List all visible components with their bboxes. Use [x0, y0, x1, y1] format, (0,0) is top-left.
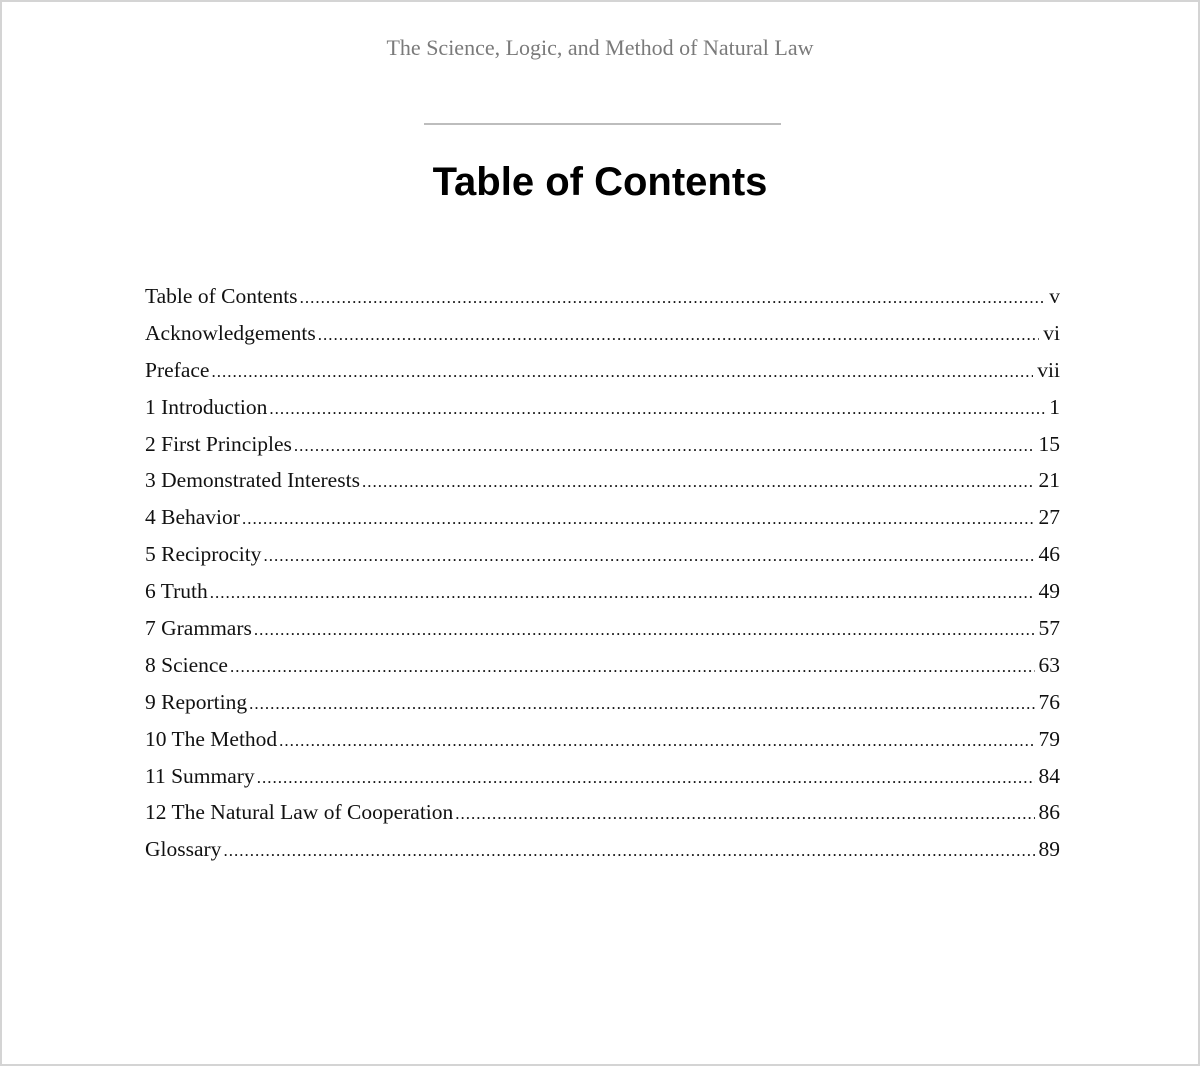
- toc-entry-grammars[interactable]: [145, 616, 1060, 653]
- toc-entry-science[interactable]: [145, 653, 1060, 690]
- toc-entry-natural-law-of-cooperation[interactable]: [145, 800, 1060, 837]
- toc-entry-label: Acknowledgements: [145, 320, 316, 345]
- toc-entry-page: 76: [1038, 689, 1060, 714]
- dot-leader: [242, 509, 1035, 529]
- dot-leader: [257, 768, 1035, 788]
- toc-entry-label: 3 Demonstrated Interests: [145, 468, 360, 493]
- toc-entry-demonstrated-interests[interactable]: [145, 468, 1060, 505]
- toc-entry-label: 12 The Natural Law of Cooperation: [145, 800, 454, 825]
- toc-entry-table-of-contents[interactable]: [145, 284, 1060, 321]
- dot-leader: [318, 325, 1040, 345]
- toc-entry-page: 21: [1038, 468, 1060, 493]
- toc-entry-label: 10 The Method: [145, 726, 278, 751]
- toc-entry-acknowledgements[interactable]: [145, 321, 1060, 358]
- toc-entry-glossary[interactable]: [145, 837, 1060, 874]
- dot-leader: [230, 657, 1035, 677]
- dot-leader: [455, 804, 1034, 824]
- toc-entry-preface[interactable]: [145, 358, 1060, 395]
- dot-leader: [362, 472, 1035, 492]
- dot-leader: [263, 546, 1034, 566]
- toc-entry-page: 57: [1038, 616, 1060, 641]
- toc-entry-label: 4 Behavior: [145, 505, 240, 530]
- toc-entry-truth[interactable]: [145, 579, 1060, 616]
- dot-leader: [210, 583, 1035, 603]
- toc-entry-reciprocity[interactable]: [145, 542, 1060, 579]
- toc-entry-label: 2 First Principles: [145, 431, 292, 456]
- toc-entry-first-principles[interactable]: [145, 432, 1060, 469]
- header-divider: [424, 123, 781, 125]
- dot-leader: [254, 620, 1035, 640]
- dot-leader: [294, 436, 1035, 456]
- toc-entry-page: 79: [1038, 726, 1060, 751]
- toc-entry-page: v: [1049, 284, 1060, 308]
- toc-entry-page: 89: [1038, 837, 1060, 862]
- toc-entry-label: Table of Contents: [145, 284, 298, 308]
- toc-entry-label: 6 Truth: [145, 579, 208, 604]
- toc-list: [145, 284, 1060, 874]
- toc-entry-label: 5 Reciprocity: [145, 542, 262, 567]
- toc-entry-page: 1: [1049, 394, 1060, 419]
- toc-entry-label: 1 Introduction: [145, 394, 268, 419]
- toc-entry-introduction[interactable]: [145, 395, 1060, 432]
- toc-entry-label: Glossary: [145, 837, 222, 862]
- toc-entry-label: 8 Science: [145, 652, 228, 677]
- toc-entry-page: 15: [1038, 431, 1060, 456]
- toc-entry-page: 63: [1038, 652, 1060, 677]
- dot-leader: [211, 362, 1033, 382]
- toc-entry-label: Preface: [145, 357, 210, 382]
- toc-entry-behavior[interactable]: [145, 505, 1060, 542]
- toc-entry-page: 84: [1038, 763, 1060, 788]
- toc-entry-label: 9 Reporting: [145, 689, 248, 714]
- page-title: Table of Contents: [432, 160, 768, 204]
- dot-leader: [269, 399, 1045, 419]
- toc-entry-page: vi: [1043, 320, 1060, 345]
- running-header: The Science, Logic, and Method of Natural Law: [386, 35, 814, 60]
- toc-entry-page: 86: [1038, 800, 1060, 825]
- toc-entry-page: 27: [1038, 505, 1060, 530]
- toc-entry-page: vii: [1037, 357, 1060, 382]
- dot-leader: [223, 841, 1034, 861]
- toc-entry-the-method[interactable]: [145, 727, 1060, 764]
- dot-leader: [279, 731, 1034, 751]
- toc-entry-summary[interactable]: [145, 764, 1060, 801]
- toc-entry-page: 46: [1038, 542, 1060, 567]
- toc-entry-label: 7 Grammars: [145, 616, 252, 641]
- toc-entry-label: 11 Summary: [145, 763, 255, 788]
- toc-entry-page: 49: [1038, 579, 1060, 604]
- dot-leader: [249, 694, 1034, 714]
- dot-leader: [300, 288, 1046, 308]
- toc-entry-reporting[interactable]: [145, 690, 1060, 727]
